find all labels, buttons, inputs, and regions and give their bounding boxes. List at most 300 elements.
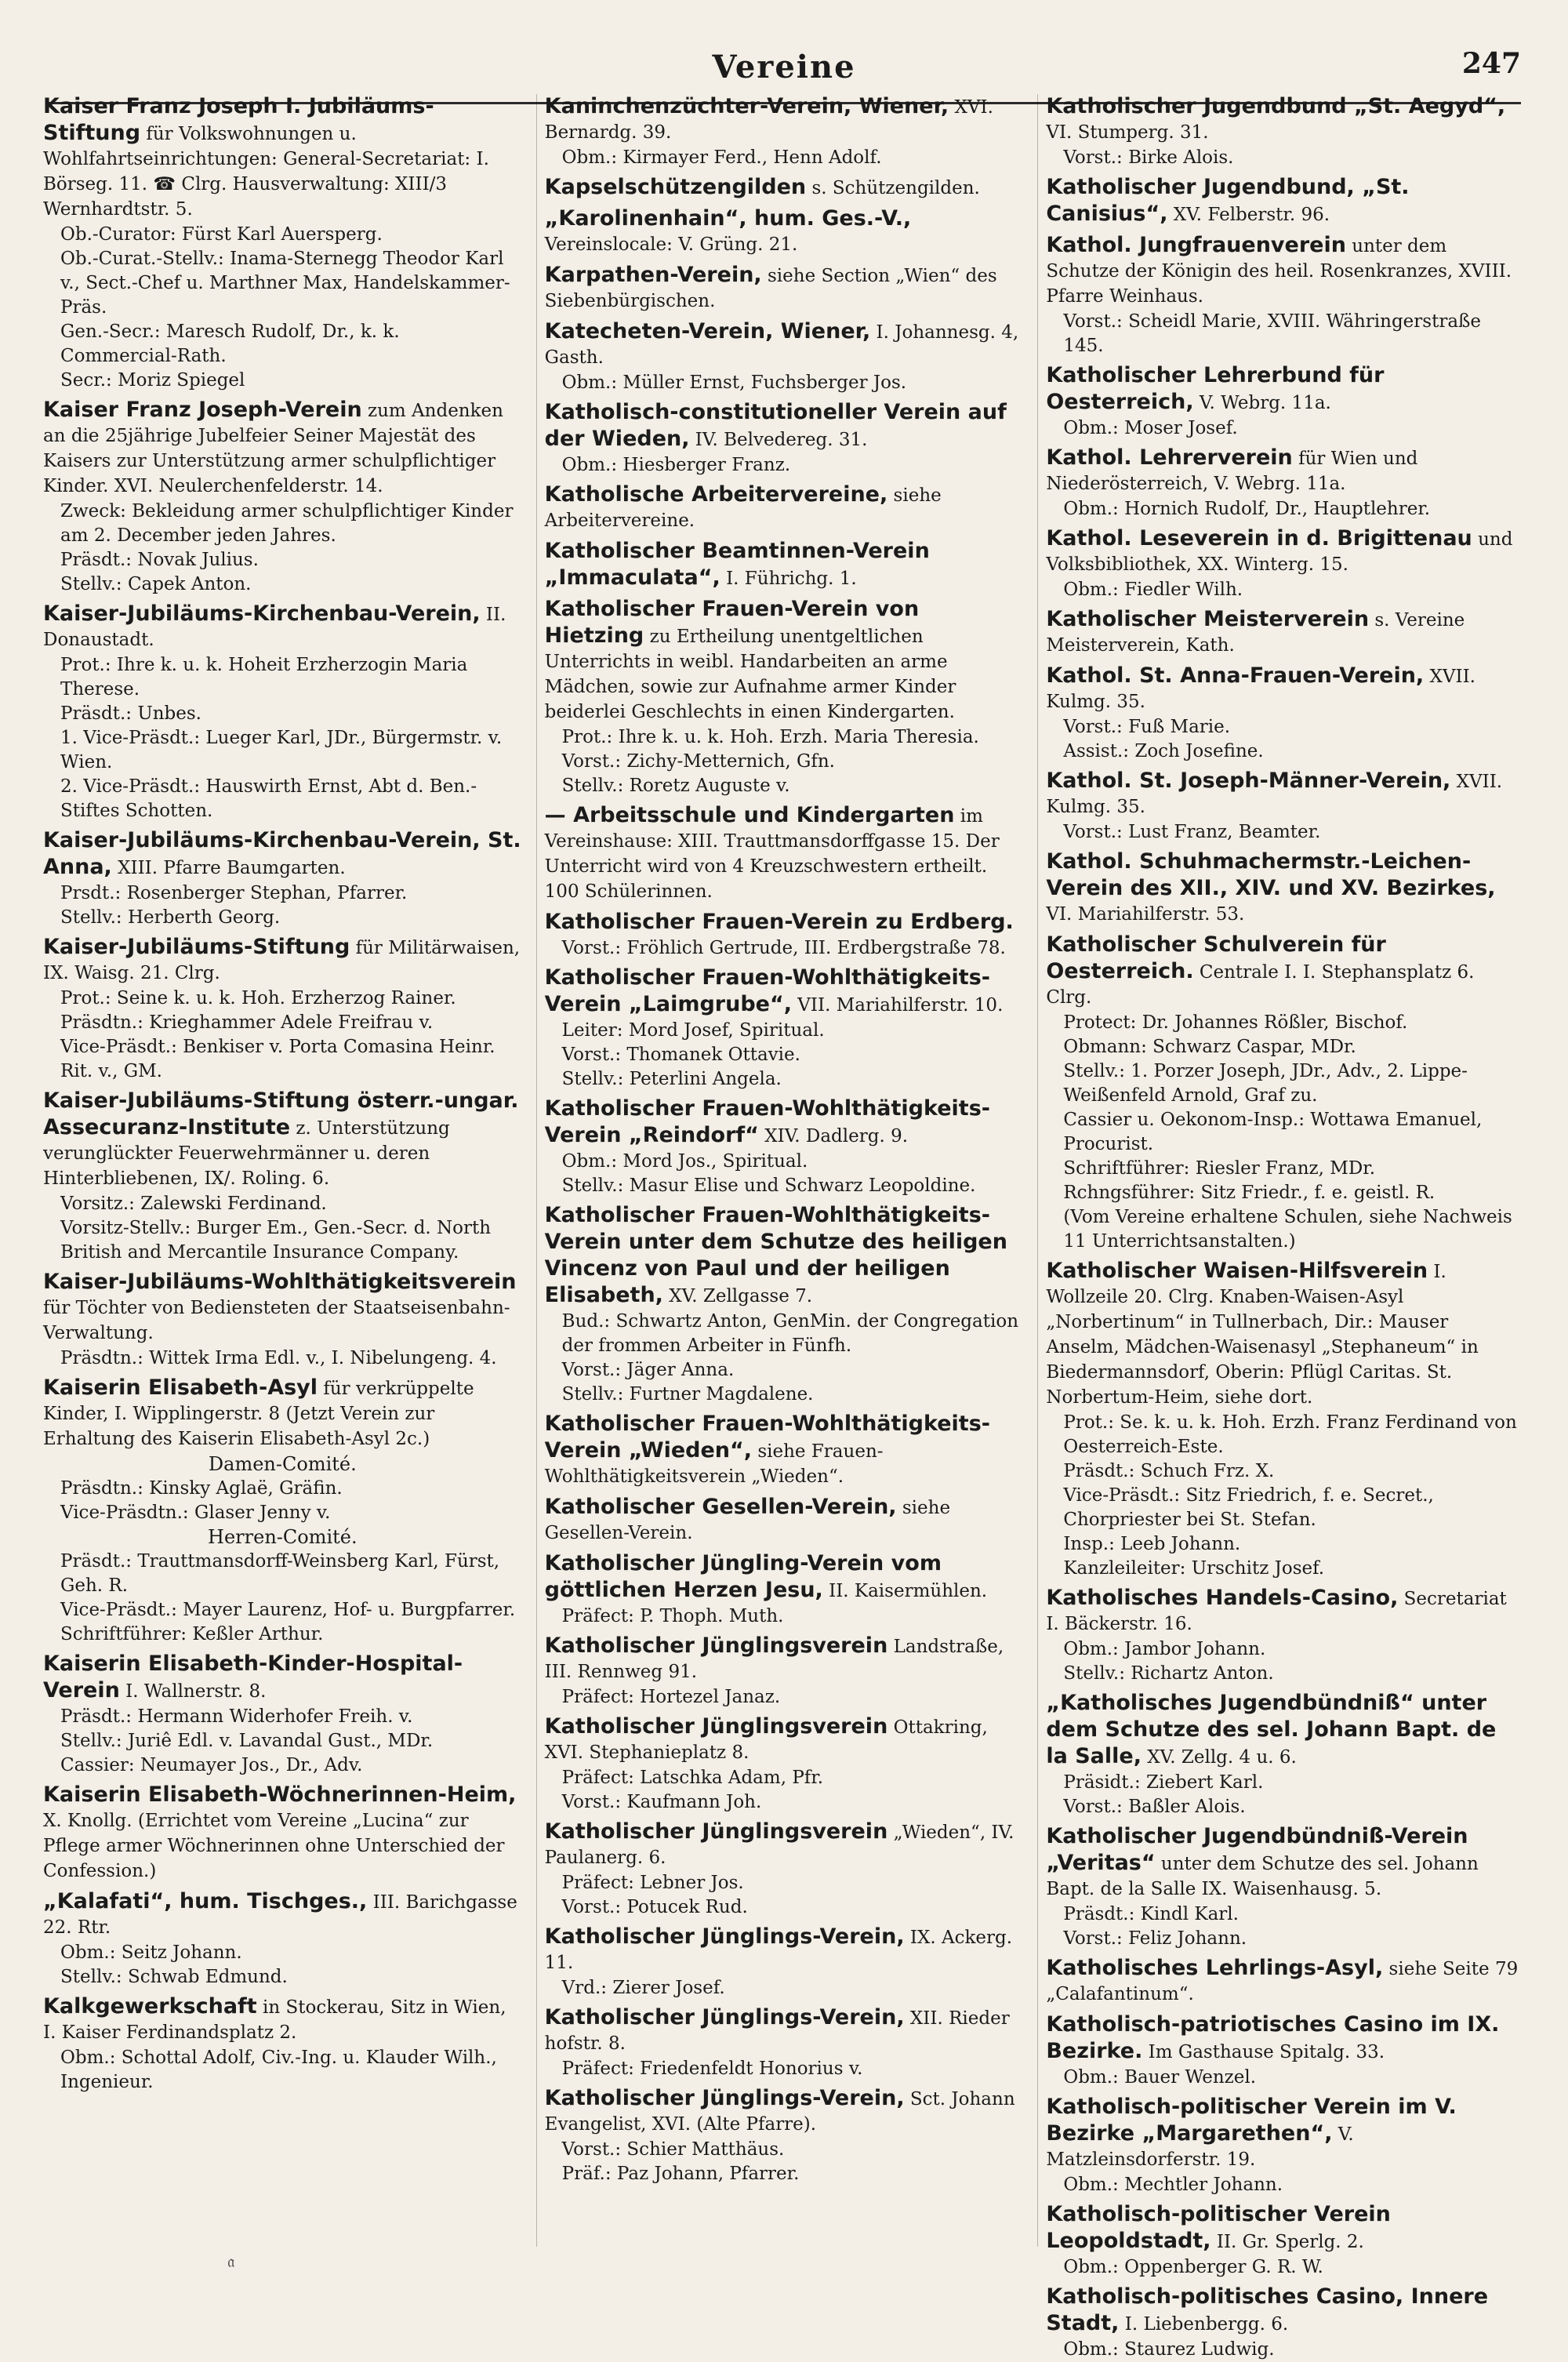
entry-description: in Stockerau, Sitz in Wien, I. Kaiser Ferdinandsplatz 2. bbox=[43, 1997, 506, 2043]
entry-title: Kaninchenzüchter-Verein, Wiener, bbox=[544, 94, 949, 118]
entry-title: Kathol. Leseverein in d. Brigittenau bbox=[1046, 526, 1472, 551]
entry-description: XV. Zellgasse 7. bbox=[662, 1286, 813, 1306]
entry-description: und Volksbibliothek, XX. Winterg. 15. bbox=[1046, 529, 1513, 575]
entry-officer-line: Präsdtn.: Krieghammer Adele Freifrau v. bbox=[60, 1012, 434, 1033]
entry-description: s. Schützengilden. bbox=[806, 178, 980, 198]
entry-title: Katholischer Jünglings-Verein, bbox=[544, 2005, 905, 2030]
entry-heading-line bbox=[545, 965, 1024, 1019]
entry-officer-line: Präf.: Paz Johann, Pfarrer. bbox=[561, 2164, 800, 2184]
directory-entry bbox=[43, 1782, 522, 1884]
entry-officer-line: Stellv.: Herberth Georg. bbox=[60, 907, 281, 928]
entry-officer-line: Ob.-Curat.-Stellv.: Inama-Sternegg Theodor Karl v., Sect.-Chef u. Marthner Max, Handelskammer-Präs. bbox=[60, 249, 510, 318]
directory-entry bbox=[1046, 526, 1525, 602]
directory-entry bbox=[545, 1714, 1024, 1815]
entry-description: siehe Gesellen-Verein. bbox=[544, 1498, 951, 1543]
directory-entry bbox=[545, 1551, 1024, 1629]
directory-entry bbox=[43, 1994, 522, 2095]
entry-title: Katholisch-politischer Verein Leopoldstadt, bbox=[1046, 2202, 1391, 2253]
entry-officer-line: Prot.: Ihre k. u. k. Hoheit Erzherzogin Maria Therese. bbox=[60, 655, 468, 700]
entry-title: Kaiserin Elisabeth-Asyl bbox=[43, 1375, 318, 1400]
entry-officer-line: Cassier: Neumayer Jos., Dr., Adv. bbox=[60, 1755, 363, 1775]
entry-officer-line: Obm.: Schottal Adolf, Civ.-Ing. u. Klauder Wilh., Ingenieur. bbox=[60, 2048, 497, 2092]
entry-officer-line: Obm.: Staurez Ludwig. bbox=[1063, 2339, 1275, 2360]
directory-entry bbox=[545, 206, 1024, 258]
entry-heading-line bbox=[545, 319, 1024, 371]
entry-heading-line bbox=[43, 601, 522, 653]
entry-description: VII. Mariahilferstr. 10. bbox=[791, 995, 1004, 1016]
entry-title: „Karolinenhain“, hum. Ges.-V., bbox=[544, 206, 912, 231]
entry-title: Katholischer Frauen-Verein zu Erdberg. bbox=[544, 910, 1014, 934]
directory-entry bbox=[43, 1088, 522, 1265]
entry-title: Katecheten-Verein, Wiener, bbox=[544, 319, 871, 343]
entry-officer-line: Obm.: Seitz Johann. bbox=[60, 1942, 242, 1963]
entry-title: Katholisches Lehrlings-Asyl, bbox=[1046, 1956, 1384, 1980]
directory-entry bbox=[43, 94, 522, 393]
entry-officer-line: Präsdt.: Hermann Widerhofer Freih. v. bbox=[60, 1706, 413, 1727]
directory-entry bbox=[545, 1924, 1024, 2000]
directory-entry bbox=[545, 319, 1024, 395]
entry-description: XVII. Kulmg. 35. bbox=[1046, 667, 1475, 712]
entry-title: — Arbeitsschule und Kindergarten bbox=[544, 803, 955, 827]
entry-officer-line: Präsdtn.: Wittek Irma Edl. v., I. Nibelungeng. 4. bbox=[60, 1348, 497, 1368]
entry-title: Kathol. Schuhmachermstr.-Leichen-Verein des XII., XIV. und XV. Bezirkes, bbox=[1046, 849, 1496, 900]
entry-officer-line: Schriftführer: Riesler Franz, MDr. bbox=[1063, 1158, 1376, 1179]
entry-officer-line: Vorst.: Fröhlich Gertrude, III. Erdbergstraße 78. bbox=[561, 938, 1006, 958]
directory-entry bbox=[1046, 932, 1525, 1254]
entry-description: Centrale I. I. Stephansplatz 6. Clrg. bbox=[1046, 962, 1475, 1008]
entry-officer-line: Assist.: Zoch Josefine. bbox=[1063, 741, 1264, 761]
entry-officer-line: Präsdt.: Kindl Karl. bbox=[1063, 1904, 1239, 1924]
entry-description: I. Wallnerstr. 8. bbox=[119, 1681, 267, 1702]
entry-description: für Töchter von Bediensteten der Staatseisenbahn-Verwaltung. bbox=[43, 1298, 510, 1343]
entry-officer-line: Ob.-Curator: Fürst Karl Auersperg. bbox=[60, 224, 383, 245]
column-left bbox=[43, 94, 522, 2247]
entry-officer-line: Prot.: Se. k. u. k. Hoh. Erzh. Franz Ferdinand von Oesterreich-Este. bbox=[1063, 1412, 1517, 1457]
entry-heading-line bbox=[1046, 1691, 1525, 1771]
directory-entry bbox=[545, 1096, 1024, 1198]
directory-entry bbox=[545, 2086, 1024, 2186]
entry-title: Katholischer Jünglingsverein bbox=[544, 1633, 888, 1658]
entry-heading-line bbox=[1046, 663, 1525, 715]
entry-heading-line bbox=[1046, 849, 1525, 928]
entry-officer-line: Stellv.: Furtner Magdalene. bbox=[561, 1384, 814, 1404]
entry-heading-line bbox=[1046, 932, 1525, 1011]
entry-officer-line: Vice-Präsdt.: Mayer Laurenz, Hof- u. Burgpfarrer. bbox=[60, 1600, 516, 1620]
entry-description: I. Wollzeile 20. Clrg. Knaben-Waisen-Asyl „Norbertinum“ in Tullnerbach, Dir.: Mauser Anselm, Mädchen-Waisenasyl „Stephaneum“ in Biedermannsdorf, Oberin: Pflügl Caritas. St. Norbertum-Heim, siehe dort. bbox=[1046, 1262, 1479, 1408]
entry-description: „Wieden“, IV. Paulanerg. 6. bbox=[544, 1822, 1014, 1868]
entry-heading-line bbox=[1046, 607, 1525, 659]
entry-description: unter dem Schutze der Königin des heil. Rosenkranzes, XVIII. Pfarre Weinhaus. bbox=[1046, 236, 1512, 307]
entry-heading-line bbox=[545, 1714, 1024, 1766]
directory-entry bbox=[1046, 1691, 1525, 1819]
entry-description: Vereinslocale: V. Grüng. 21. bbox=[544, 234, 798, 255]
entry-heading-line bbox=[545, 597, 1024, 725]
entry-officer-line: Obm.: Hornich Rudolf, Dr., Hauptlehrer. bbox=[1063, 499, 1431, 519]
entry-description: zum Andenken an die 25jährige Jubelfeier Seiner Majestät des Kaisers zur Unterstützung armer schulpflichtiger Kinder. XVI. Neulerchenfelderstr. 14. bbox=[43, 401, 503, 496]
entry-officer-line: Vorst.: Thomanek Ottavie. bbox=[561, 1045, 800, 1065]
entry-description: im Vereinshause: XIII. Trauttmansdorffgasse 15. Der Unterricht wird von 4 Kreuzschwestern ertheilt. 100 Schülerinnen. bbox=[544, 806, 1000, 902]
entry-officer-line: Präfect: Latschka Adam, Pfr. bbox=[561, 1768, 824, 1788]
entry-description: zu Ertheilung unentgeltlichen Unterrichts in weibl. Handarbeiten an arme Mädchen, sowie zur Aufnahme armer Kinder beiderlei Geschlechts in einen Kindergarten. bbox=[544, 627, 956, 722]
entry-heading-line bbox=[43, 935, 522, 987]
entry-officer-line: Stellv.: Roretz Auguste v. bbox=[561, 776, 790, 796]
entry-title: Katholischer Jünglingsverein bbox=[544, 1714, 888, 1739]
directory-entry bbox=[1046, 175, 1525, 228]
entry-officer-line: Vrd.: Zierer Josef. bbox=[561, 1978, 725, 1998]
directory-entry bbox=[43, 828, 522, 930]
entry-title: Kaiser Franz Joseph-Verein bbox=[43, 398, 362, 422]
column-middle bbox=[536, 94, 1024, 2247]
entry-heading-line bbox=[545, 1495, 1024, 1546]
entry-officer-line: Vice-Präsdt.: Sitz Friedrich, f. e. Secret., Chorpriester bei St. Stefan. bbox=[1063, 1485, 1434, 1530]
entry-officer-line: Prot.: Ihre k. u. k. Hoh. Erzh. Maria Theresia. bbox=[561, 727, 979, 747]
entry-officer-line: 1. Vice-Präsdt.: Lueger Karl, JDr., Bürgermstr. v. Wien. bbox=[60, 728, 503, 772]
entry-heading-line bbox=[43, 1088, 522, 1192]
entry-heading-line bbox=[1046, 1586, 1525, 1637]
entry-heading-line bbox=[545, 1924, 1024, 1976]
directory-entry bbox=[1046, 1259, 1525, 1581]
entry-heading-line bbox=[545, 910, 1024, 936]
entry-description: unter dem Schutze des sel. Johann Bapt. de la Salle IX. Waisenhausg. 5. bbox=[1046, 1854, 1479, 1899]
entry-officer-line: Secr.: Moriz Spiegel bbox=[60, 370, 245, 391]
entry-officer-line: Obmann: Schwarz Caspar, MDr. bbox=[1063, 1037, 1356, 1057]
entry-officer-line: Rchngsführer: Sitz Friedr., f. e. geistl. R. bbox=[1063, 1183, 1436, 1203]
entry-heading-line bbox=[1046, 1259, 1525, 1411]
entry-officer-line: Protect: Dr. Johannes Rößler, Bischof. bbox=[1063, 1012, 1408, 1033]
entry-heading-line bbox=[545, 482, 1024, 534]
entry-officer-line: Vorst.: Lust Franz, Beamter. bbox=[1063, 822, 1321, 842]
entry-title: Katholische Arbeitervereine, bbox=[544, 482, 888, 507]
directory-entry bbox=[1046, 1956, 1525, 2008]
directory-entry bbox=[1046, 663, 1525, 764]
entry-officer-line: Präfect: P. Thoph. Muth. bbox=[561, 1606, 784, 1626]
entry-description: für Volkswohnungen u. Wohlfahrtseinrichtungen: General-Secretariat: I. Börseg. 11. ☎ Clrg. Hausverwaltung: XIII/3 Wernhardtstr. 5. bbox=[43, 124, 489, 220]
entry-title: Katholischer Waisen-Hilfsverein bbox=[1046, 1259, 1428, 1283]
entry-heading-line bbox=[545, 1096, 1024, 1150]
entry-heading-line bbox=[1046, 2095, 1525, 2173]
entry-description: II. Kaisermühlen. bbox=[822, 1581, 988, 1601]
entry-description: II. Gr. Sperlg. 2. bbox=[1210, 2232, 1364, 2252]
directory-entry bbox=[43, 398, 522, 597]
entry-heading-line bbox=[43, 1270, 522, 1346]
entry-officer-line: Vorst.: Scheidl Marie, XVIII. Währingerstraße 145. bbox=[1063, 311, 1482, 356]
entry-title: Kaiser-Jubiläums-Kirchenbau-Verein, bbox=[43, 601, 481, 626]
directory-entry bbox=[43, 1652, 522, 1778]
entry-title: Katholisches Handels-Casino, bbox=[1046, 1586, 1399, 1610]
entry-officer-line: Obm.: Oppenberger G. R. W. bbox=[1063, 2257, 1323, 2277]
entry-officer-line: Vorst.: Potucek Rud. bbox=[561, 1897, 748, 1917]
entry-officer-line: Obm.: Müller Ernst, Fuchsberger Jos. bbox=[561, 372, 907, 393]
entry-heading-line bbox=[1046, 2012, 1525, 2066]
entry-officer-line: Stellv.: Schwab Edmund. bbox=[60, 1967, 288, 1987]
directory-entry bbox=[43, 1270, 522, 1371]
entry-heading-line bbox=[1046, 526, 1525, 578]
entry-title: Katholischer Jugendbund „St. Aegyd“, bbox=[1046, 94, 1506, 118]
entry-title: Katholischer Gesellen-Verein, bbox=[544, 1495, 897, 1519]
entry-officer-line: Vorst.: Jäger Anna. bbox=[561, 1360, 735, 1380]
entry-officer-line: Präsdt.: Schuch Frz. X. bbox=[1063, 1461, 1275, 1481]
entry-heading-line bbox=[1046, 1824, 1525, 1902]
directory-entry bbox=[1046, 607, 1525, 659]
entry-officer-line: Zweck: Bekleidung armer schulpflichtiger Kinder am 2. December jeden Jahres. bbox=[60, 501, 514, 546]
directory-entry bbox=[545, 1633, 1024, 1710]
entry-officer-line: Prsdt.: Rosenberger Stephan, Pfarrer. bbox=[60, 883, 408, 903]
entry-title: Kaiser-Jubiläums-Wohlthätigkeitsverein bbox=[43, 1270, 517, 1294]
committee-heading: Damen-Comité. bbox=[208, 1453, 357, 1475]
entry-heading-line bbox=[1046, 445, 1525, 497]
entry-description: für Militärwaisen, IX. Waisg. 21. Clrg. bbox=[43, 938, 521, 983]
entry-description: z. Unterstützung verunglückter Feuerwehrmänner u. deren Hinterbliebenen, IX/. Roling. 6. bbox=[43, 1118, 450, 1189]
entry-officer-line: 2. Vice-Präsdt.: Hauswirth Ernst, Abt d. Ben.-Stiftes Schotten. bbox=[60, 776, 477, 821]
entry-officer-line: Obm.: Fiedler Wilh. bbox=[1063, 580, 1243, 600]
entry-title: Katholischer Frauen-Wohlthätigkeits-Verein unter dem Schutze des heiligen Vincenz von Paul und der heiligen Elisabeth, bbox=[544, 1203, 1007, 1307]
entry-title: Katholischer Meisterverein bbox=[1046, 607, 1370, 631]
entry-description: XV. Felberstr. 96. bbox=[1167, 205, 1330, 225]
entry-officer-line: Vice-Präsdtn.: Glaser Jenny v. bbox=[60, 1503, 331, 1523]
entry-officer-line: Prot.: Seine k. u. k. Hoh. Erzherzog Rainer. bbox=[60, 988, 456, 1008]
directory-entry bbox=[43, 601, 522, 823]
entry-officer-line: Stellv.: 1. Porzer Joseph, JDr., Adv., 2. Lippe-Weißenfeld Arnold, Graf zu. bbox=[1063, 1061, 1468, 1106]
entry-description: I. Liebenbergg. 6. bbox=[1119, 2314, 1289, 2335]
entry-title: Katholischer Frauen-Wohlthätigkeits-Verein „Laimgrube“, bbox=[544, 965, 990, 1016]
entry-heading-line bbox=[545, 2086, 1024, 2138]
entry-officer-line: Cassier u. Oekonom-Insp.: Wottawa Emanuel, Procurist. bbox=[1063, 1110, 1483, 1154]
entry-description: II. Donaustadt. bbox=[43, 605, 506, 650]
entry-title: Katholischer Frauen-Verein von Hietzing bbox=[544, 597, 920, 648]
entry-officer-line: (Vom Vereine erhaltene Schulen, siehe Nachweis 11 Unterrichtsanstalten.) bbox=[1063, 1207, 1512, 1252]
entry-title: Kathol. Lehrerverein bbox=[1046, 445, 1293, 470]
entry-heading-line bbox=[43, 828, 522, 881]
entry-heading-line bbox=[545, 1819, 1024, 1871]
directory-entry bbox=[545, 400, 1024, 478]
entry-heading-line bbox=[1046, 94, 1525, 146]
entry-description: XII. Rieder hofstr. 8. bbox=[544, 2008, 1010, 2054]
directory-entry bbox=[1046, 1586, 1525, 1686]
entry-description: I. Führichg. 1. bbox=[720, 569, 857, 589]
entry-title: „Kalafati“, hum. Tischges., bbox=[43, 1889, 368, 1913]
entry-description: IX. Ackerg. 11. bbox=[544, 1928, 1013, 1973]
directory-entry bbox=[1046, 363, 1525, 441]
directory-entry bbox=[43, 935, 522, 1084]
entry-heading-line bbox=[545, 206, 1024, 258]
entry-heading-line bbox=[545, 175, 1024, 202]
entry-officer-line: Kanzleileiter: Urschitz Josef. bbox=[1063, 1558, 1325, 1579]
entry-officer-line: Vorst.: Birke Alois. bbox=[1063, 147, 1234, 168]
directory-entry bbox=[1046, 1824, 1525, 1951]
entry-title: Kaiser-Jubiläums-Kirchenbau-Verein, St. Anna, bbox=[43, 828, 521, 879]
directory-entry bbox=[545, 1203, 1024, 1407]
columns-container bbox=[43, 94, 1525, 2360]
entry-title: Katholischer Frauen-Wohlthätigkeits-Verein „Reindorf“ bbox=[544, 1096, 990, 1147]
entry-description: XIII. Pfarre Baumgarten. bbox=[111, 858, 346, 878]
entry-description: XV. Zellg. 4 u. 6. bbox=[1141, 1747, 1297, 1768]
directory-entry bbox=[545, 597, 1024, 798]
entry-heading-line bbox=[545, 1412, 1024, 1490]
entry-officer-line: Stellv.: Capek Anton. bbox=[60, 574, 252, 594]
entry-description: Landstraße, III. Rennweg 91. bbox=[544, 1637, 1004, 1682]
entry-heading-line bbox=[43, 1375, 522, 1452]
entry-officer-line: Präfect: Friedenfeldt Honorius v. bbox=[561, 2059, 863, 2079]
entry-description: Ottakring, XVI. Stephanieplatz 8. bbox=[544, 1717, 988, 1763]
entry-officer-line: Vorst.: Baßler Alois. bbox=[1063, 1797, 1246, 1817]
entry-title: Katholisch-constitutioneller Verein auf der Wieden, bbox=[544, 400, 1007, 451]
entry-title: Kaiserin Elisabeth-Kinder-Hospital-Verein bbox=[43, 1652, 463, 1702]
directory-entry bbox=[545, 2005, 1024, 2081]
entry-title: Katholischer Frauen-Wohlthätigkeits-Verein „Wieden“, bbox=[544, 1412, 990, 1463]
entry-description: X. Knollg. (Errichtet vom Vereine „Lucina“ zur Pflege armer Wöchnerinnen ohne Unterschied der Confession.) bbox=[43, 1811, 505, 1881]
entry-officer-line: Vorst.: Fuß Marie. bbox=[1063, 717, 1231, 737]
entry-officer-line: Obm.: Hiesberger Franz. bbox=[561, 455, 791, 475]
column-right bbox=[1037, 94, 1525, 2360]
entry-title: Kathol. Jungfrauenverein bbox=[1046, 233, 1346, 257]
entry-officer-line: Vorst.: Kaufmann Joh. bbox=[561, 1792, 762, 1812]
entry-officer-line: Vorst.: Zichy-Metternich, Gfn. bbox=[561, 751, 835, 772]
entry-title: Katholischer Schulverein für Oesterreich. bbox=[1046, 932, 1386, 983]
entry-title: Kathol. St. Anna-Frauen-Verein, bbox=[1046, 663, 1425, 688]
entry-officer-line: Präsdt.: Unbes. bbox=[60, 703, 201, 724]
directory-entry bbox=[545, 263, 1024, 314]
entry-title: Karpathen-Verein, bbox=[544, 263, 762, 287]
entry-officer-line: Obm.: Mechtler Johann. bbox=[1063, 2175, 1283, 2195]
directory-entry bbox=[545, 965, 1024, 1092]
entry-officer-line: Stellv.: Masur Elise und Schwarz Leopoldine. bbox=[561, 1176, 976, 1196]
entry-officer-line: Vorsitz.: Zalewski Ferdinand. bbox=[60, 1194, 327, 1214]
entry-description: V. Matzleinsdorferstr. 19. bbox=[1046, 2124, 1354, 2170]
directory-entry bbox=[1046, 2284, 1525, 2362]
directory-entry bbox=[1046, 2012, 1525, 2090]
directory-entry bbox=[545, 803, 1024, 905]
entry-officer-line: Präsdt.: Novak Julius. bbox=[60, 550, 259, 570]
directory-entry bbox=[545, 539, 1024, 592]
entry-description: I. Johannesg. 4, Gasth. bbox=[544, 322, 1019, 368]
entry-heading-line bbox=[545, 263, 1024, 314]
directory-entry bbox=[43, 1375, 522, 1647]
entry-title: Kaiser-Jubiläums-Stiftung bbox=[43, 935, 350, 959]
entry-officer-line: Schriftführer: Keßler Arthur. bbox=[60, 1624, 324, 1644]
entry-title: „Katholisches Jugendbündniß“ unter dem Schutze des sel. Johann Bapt. de la Salle, bbox=[1046, 1691, 1497, 1768]
entry-officer-line: Vorst.: Feliz Johann. bbox=[1063, 1928, 1247, 1949]
entry-officer-line: Obm.: Bauer Wenzel. bbox=[1063, 2067, 1257, 2088]
entry-heading-line bbox=[43, 94, 522, 223]
entry-description: für Wien und Niederösterreich, V. Webrg. 11a. bbox=[1046, 449, 1418, 494]
entry-heading-line bbox=[43, 1889, 522, 1941]
entry-officer-line: Stellv.: Juriê Edl. v. Lavandal Gust., MDr. bbox=[60, 1731, 434, 1751]
entry-title: Kaiser-Jubiläums-Stiftung österr.-ungar. Assecuranz-Institute bbox=[43, 1088, 519, 1139]
entry-title: Kaiser Franz Joseph I. Jubiläums-Stiftung bbox=[43, 94, 434, 145]
entry-title: Kapselschützengilden bbox=[544, 175, 807, 199]
directory-entry bbox=[545, 1495, 1024, 1546]
footer-mark: 𝔞 bbox=[227, 2252, 235, 2272]
entry-title: Katholischer Lehrerbund für Oesterreich, bbox=[1046, 363, 1385, 414]
entry-heading-line bbox=[545, 1551, 1024, 1604]
entry-heading-line bbox=[1046, 233, 1525, 310]
directory-entry bbox=[1046, 445, 1525, 521]
entry-title: Kalkgewerkschaft bbox=[43, 1994, 257, 2019]
directory-entry bbox=[1046, 849, 1525, 928]
directory-entry bbox=[1046, 769, 1525, 845]
entry-heading-line bbox=[43, 398, 522, 500]
entry-title: Katholischer Jüngling-Verein vom göttlichen Herzen Jesu, bbox=[544, 1551, 942, 1602]
entry-officer-line: Insp.: Leeb Johann. bbox=[1063, 1534, 1241, 1554]
entry-description: siehe Seite 79 „Calafantinum“. bbox=[1046, 1959, 1519, 2004]
entry-title: Katholisch-politisches Casino, Innere Stadt, bbox=[1046, 2284, 1489, 2335]
committee-heading: Herren-Comité. bbox=[208, 1526, 358, 1548]
entry-description: VI. Mariahilferstr. 53. bbox=[1046, 904, 1245, 925]
directory-entry bbox=[545, 482, 1024, 534]
entry-heading-line bbox=[1046, 1956, 1525, 2008]
entry-title: Katholischer Jugendbund, „St. Canisius“, bbox=[1046, 175, 1410, 226]
entry-officer-line: Präsdt.: Trauttmansdorff-Weinsberg Karl, Fürst, Geh. R. bbox=[60, 1551, 500, 1596]
entry-title: Kathol. St. Joseph-Männer-Verein, bbox=[1046, 769, 1451, 793]
entry-description: siehe Arbeitervereine. bbox=[544, 485, 942, 531]
entry-title: Katholischer Jünglings-Verein, bbox=[544, 2086, 905, 2110]
entry-title: Katholisch-politischer Verein im V. Bezirke „Margarethen“, bbox=[1046, 2095, 1457, 2146]
entry-title: Katholischer Jugendbündniß-Verein „Veritas“ bbox=[1046, 1824, 1468, 1875]
entry-title: Katholischer Jünglings-Verein, bbox=[544, 1924, 905, 1949]
page-number: 247 bbox=[1461, 47, 1521, 80]
entry-description: XIV. Dadlerg. 9. bbox=[758, 1126, 909, 1146]
entry-heading-line bbox=[545, 94, 1024, 146]
entry-description: V. Webrg. 11a. bbox=[1193, 393, 1331, 413]
entry-title: Katholisch-patriotisches Casino im IX. Bezirke. bbox=[1046, 2012, 1500, 2063]
entry-officer-line: Präfect: Hortezel Janaz. bbox=[561, 1687, 781, 1707]
entry-officer-line: Vice-Präsdt.: Benkiser v. Porta Comasina Heinr. Rit. v., GM. bbox=[60, 1037, 495, 1081]
entry-officer-line: Bud.: Schwartz Anton, GenMin. der Congregation der frommen Arbeiter in Fünfh. bbox=[561, 1311, 1019, 1356]
entry-heading-line bbox=[545, 1203, 1024, 1310]
directory-entry bbox=[545, 1819, 1024, 1920]
entry-description: XVI. Bernardg. 39. bbox=[544, 97, 993, 143]
entry-heading-line bbox=[43, 1782, 522, 1884]
directory-entry bbox=[545, 94, 1024, 170]
entry-heading-line bbox=[545, 2005, 1024, 2057]
entry-officer-line: Obm.: Jambor Johann. bbox=[1063, 1639, 1266, 1659]
entry-description: s. Vereine Meisterverein, Kath. bbox=[1046, 610, 1465, 656]
entry-officer-line: Präsidt.: Ziebert Karl. bbox=[1063, 1772, 1264, 1793]
entry-officer-line: Vorsitz-Stellv.: Burger Em., Gen.-Secr. d. North British and Mercantile Insurance Company. bbox=[60, 1218, 492, 1263]
directory-entry bbox=[545, 1412, 1024, 1490]
entry-description: Sct. Johann Evangelist, XVI. (Alte Pfarre). bbox=[544, 2089, 1015, 2135]
entry-description: IV. Belvedereg. 31. bbox=[689, 430, 868, 450]
entry-heading-line bbox=[1046, 363, 1525, 416]
entry-officer-line: Vorst.: Schier Matthäus. bbox=[561, 2139, 785, 2160]
entry-heading-line bbox=[43, 1994, 522, 2046]
entry-officer-line: Präsdtn.: Kinsky Aglaë, Gräfin. bbox=[60, 1478, 343, 1499]
entry-description: XVII. Kulmg. 35. bbox=[1046, 772, 1503, 817]
entry-title: Katholischer Beamtinnen-Verein „Immaculata“, bbox=[544, 539, 930, 590]
directory-entry bbox=[1046, 2202, 1525, 2280]
entry-officer-line: Gen.-Secr.: Maresch Rudolf, Dr., k. k. Commercial-Rath. bbox=[60, 322, 400, 366]
entry-officer-line: Obm.: Kirmayer Ferd., Henn Adolf. bbox=[561, 147, 882, 168]
entry-heading-line bbox=[1046, 2284, 1525, 2338]
entry-officer-line: Obm.: Moser Josef. bbox=[1063, 418, 1238, 438]
entry-officer-line: Obm.: Mord Jos., Spiritual. bbox=[561, 1151, 808, 1172]
entry-heading-line bbox=[1046, 769, 1525, 820]
entry-heading-line bbox=[1046, 2202, 1525, 2255]
entry-heading-line bbox=[545, 400, 1024, 453]
directory-entry bbox=[43, 1889, 522, 1990]
page-title: Vereine bbox=[712, 48, 856, 85]
entry-description: Im Gasthause Spitalg. 33. bbox=[1142, 2042, 1385, 2062]
entry-heading-line bbox=[545, 1633, 1024, 1685]
entry-officer-line: Leiter: Mord Josef, Spiritual. bbox=[561, 1020, 825, 1041]
entry-description: siehe Frauen-Wohlthätigkeitsverein „Wieden“. bbox=[544, 1441, 884, 1487]
entry-title: Katholischer Jünglingsverein bbox=[544, 1819, 888, 1844]
entry-description: III. Barichgasse 22. Rtr. bbox=[43, 1892, 517, 1938]
entry-officer-line: Stellv.: Richartz Anton. bbox=[1063, 1663, 1274, 1684]
directory-entry bbox=[545, 910, 1024, 961]
entry-description: für verkrüppelte Kinder, I. Wipplingerstr. 8 (Jetzt Verein zur Erhaltung des Kaiserin Elisabeth-Asyl 2c.) bbox=[43, 1379, 474, 1449]
directory-entry bbox=[1046, 94, 1525, 170]
